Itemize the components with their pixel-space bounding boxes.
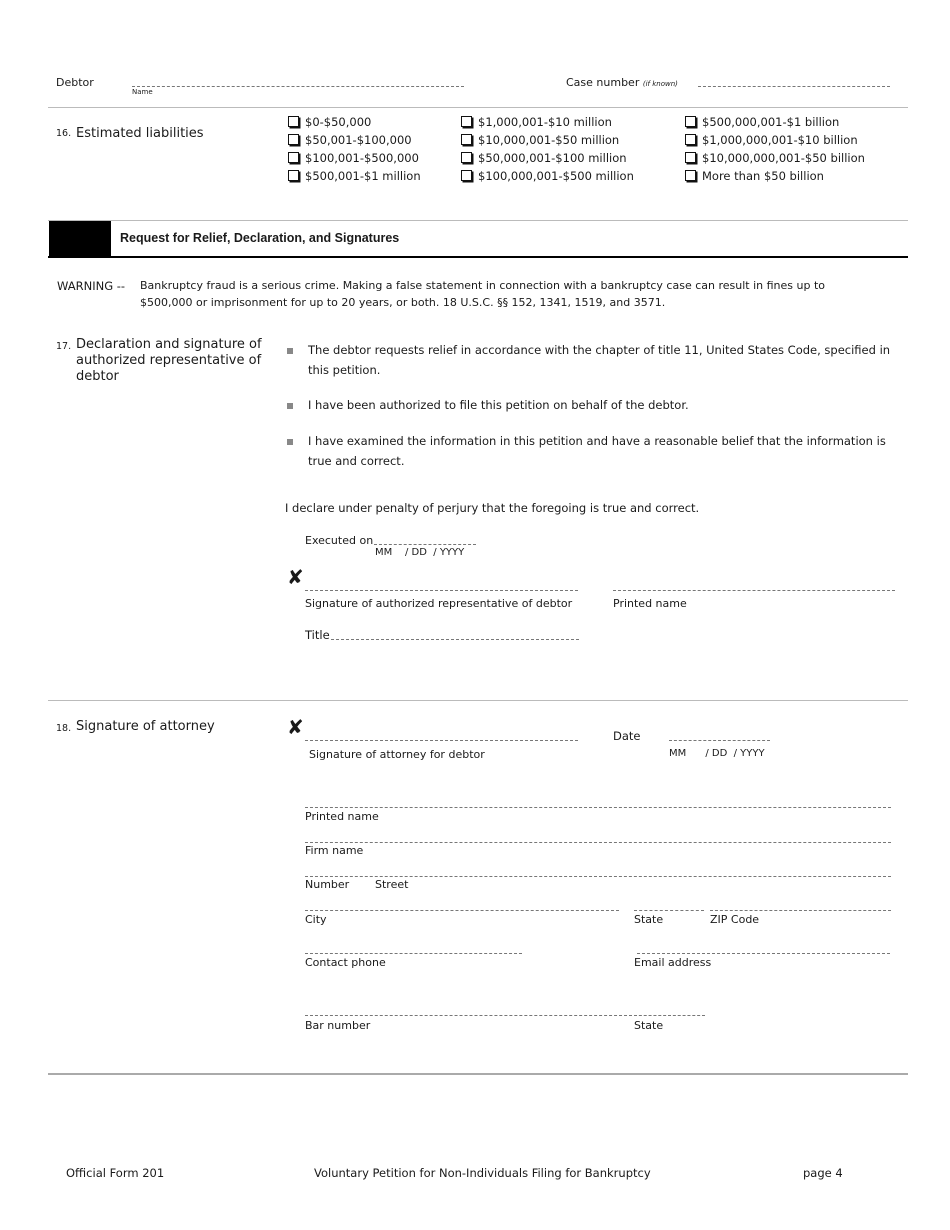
debtor-name-sublabel: Name — [132, 88, 153, 96]
if-known-note: (if known) — [642, 80, 678, 88]
address-field[interactable] — [305, 876, 891, 877]
checkbox-icon[interactable] — [288, 152, 299, 163]
checkbox-icon[interactable] — [685, 170, 696, 181]
liability-option[interactable]: $50,001-$100,000 — [288, 133, 412, 147]
bar-number-label: Bar number — [305, 1019, 371, 1032]
part-header-rule — [48, 256, 908, 258]
firm-name-field[interactable] — [305, 842, 891, 843]
firm-name-label: Firm name — [305, 844, 364, 857]
state-field[interactable] — [634, 910, 704, 911]
signature-x-icon: ✘ — [287, 715, 304, 739]
liability-option[interactable]: More than $50 billion — [685, 169, 824, 183]
number-label: Number — [305, 878, 350, 891]
section-18-title: Signature of attorney — [76, 719, 215, 734]
liability-option[interactable]: $1,000,001-$10 million — [461, 115, 612, 129]
representative-printed-name-label: Printed name — [613, 597, 687, 610]
checkbox-icon[interactable] — [461, 116, 472, 127]
email-address-field[interactable] — [637, 953, 890, 954]
divider — [48, 220, 908, 221]
liability-option[interactable]: $100,001-$500,000 — [288, 151, 419, 165]
debtor-name-field[interactable] — [132, 86, 464, 87]
bullet-icon — [287, 403, 293, 409]
attorney-date-field[interactable] — [669, 740, 770, 741]
bar-state-label: State — [634, 1019, 664, 1032]
attorney-printed-name-label: Printed name — [305, 810, 379, 823]
contact-phone-label: Contact phone — [305, 956, 386, 969]
attorney-printed-name-field[interactable] — [305, 807, 891, 808]
liability-option[interactable]: $100,000,001-$500 million — [461, 169, 634, 183]
liability-option[interactable]: $50,000,001-$100 million — [461, 151, 627, 165]
part-header-block — [49, 221, 111, 257]
declaration-statement-1: The debtor requests relief in accordance with the chapter of title 11, United States Code, specified in this petition. — [308, 343, 891, 377]
bar-number-field[interactable] — [305, 1015, 632, 1016]
representative-printed-name-field[interactable] — [613, 590, 895, 591]
checkbox-icon[interactable] — [685, 134, 696, 145]
signature-x-icon: ✘ — [287, 565, 304, 589]
divider — [48, 107, 908, 108]
part-header-title: Request for Relief, Declaration, and Signatures — [120, 231, 400, 245]
zip-code-field[interactable] — [710, 910, 891, 911]
section-17-number: 17. — [56, 341, 72, 352]
email-address-label: Email address — [634, 956, 712, 969]
liability-option[interactable]: $10,000,000,001-$50 billion — [685, 151, 865, 165]
city-field[interactable] — [305, 910, 619, 911]
executed-on-date-field[interactable] — [374, 544, 476, 545]
zip-code-label: ZIP Code — [710, 913, 760, 926]
checkbox-icon[interactable] — [288, 134, 299, 145]
representative-signature-label: Signature of authorized representative of debtor — [305, 597, 573, 610]
state-label: State — [634, 913, 664, 926]
warning-text-line-1: Bankruptcy fraud is a serious crime. Making a false statement in connection with a bankruptcy case can result in fines up to — [140, 279, 826, 292]
checkbox-icon[interactable] — [288, 170, 299, 181]
footer-page-number: page 4 — [803, 1166, 843, 1180]
bullet-icon — [287, 348, 293, 354]
case-number-label: Case number (if known) — [566, 76, 678, 89]
section-16-title: Estimated liabilities — [76, 126, 204, 141]
case-number-field[interactable] — [698, 86, 890, 87]
street-label: Street — [375, 878, 409, 891]
liability-option[interactable]: $0-$50,000 — [288, 115, 371, 129]
section-18-number: 18. — [56, 723, 72, 734]
title-label: Title — [305, 628, 330, 642]
footer-form-number: Official Form 201 — [66, 1166, 165, 1180]
executed-on-label: Executed on — [305, 534, 374, 547]
liability-option[interactable]: $500,000,001-$1 billion — [685, 115, 839, 129]
title-field[interactable] — [331, 639, 579, 640]
attorney-date-format: MM / DD / YYYY — [669, 748, 765, 759]
footer-form-title: Voluntary Petition for Non-Individuals Filing for Bankruptcy — [314, 1166, 651, 1180]
checkbox-icon[interactable] — [461, 134, 472, 145]
representative-signature-field[interactable] — [305, 590, 578, 591]
declaration-statement-3: I have examined the information in this petition and have a reasonable belief that the information is true and correct. — [308, 434, 886, 468]
divider — [48, 700, 908, 701]
attorney-signature-label: Signature of attorney for debtor — [309, 748, 485, 761]
warning-text-line-2: $500,000 or imprisonment for up to 20 years, or both. 18 U.S.C. §§ 152, 1341, 1519, and 3571. — [140, 296, 666, 309]
section-17-title: Declaration and signature of authorized representative of debtor — [76, 337, 262, 384]
date-label: Date — [613, 729, 641, 743]
checkbox-icon[interactable] — [461, 170, 472, 181]
liability-option[interactable]: $500,001-$1 million — [288, 169, 421, 183]
bullet-icon — [287, 439, 293, 445]
contact-phone-field[interactable] — [305, 953, 522, 954]
bar-state-field[interactable] — [634, 1015, 705, 1016]
declaration-statement-2: I have been authorized to file this petition on behalf of the debtor. — [308, 398, 689, 412]
warning-label: WARNING -- — [57, 279, 126, 293]
checkbox-icon[interactable] — [685, 116, 696, 127]
checkbox-icon[interactable] — [685, 152, 696, 163]
debtor-label: Debtor — [56, 76, 94, 89]
liability-option[interactable]: $10,000,001-$50 million — [461, 133, 619, 147]
city-label: City — [305, 913, 327, 926]
liability-option[interactable]: $1,000,000,001-$10 billion — [685, 133, 858, 147]
section-16-number: 16. — [56, 128, 72, 139]
attorney-signature-field[interactable] — [305, 740, 578, 741]
executed-date-format: MM / DD / YYYY — [375, 547, 465, 558]
bottom-rule — [48, 1073, 908, 1075]
perjury-declaration: I declare under penalty of perjury that the foregoing is true and correct. — [285, 501, 700, 515]
checkbox-icon[interactable] — [288, 116, 299, 127]
checkbox-icon[interactable] — [461, 152, 472, 163]
